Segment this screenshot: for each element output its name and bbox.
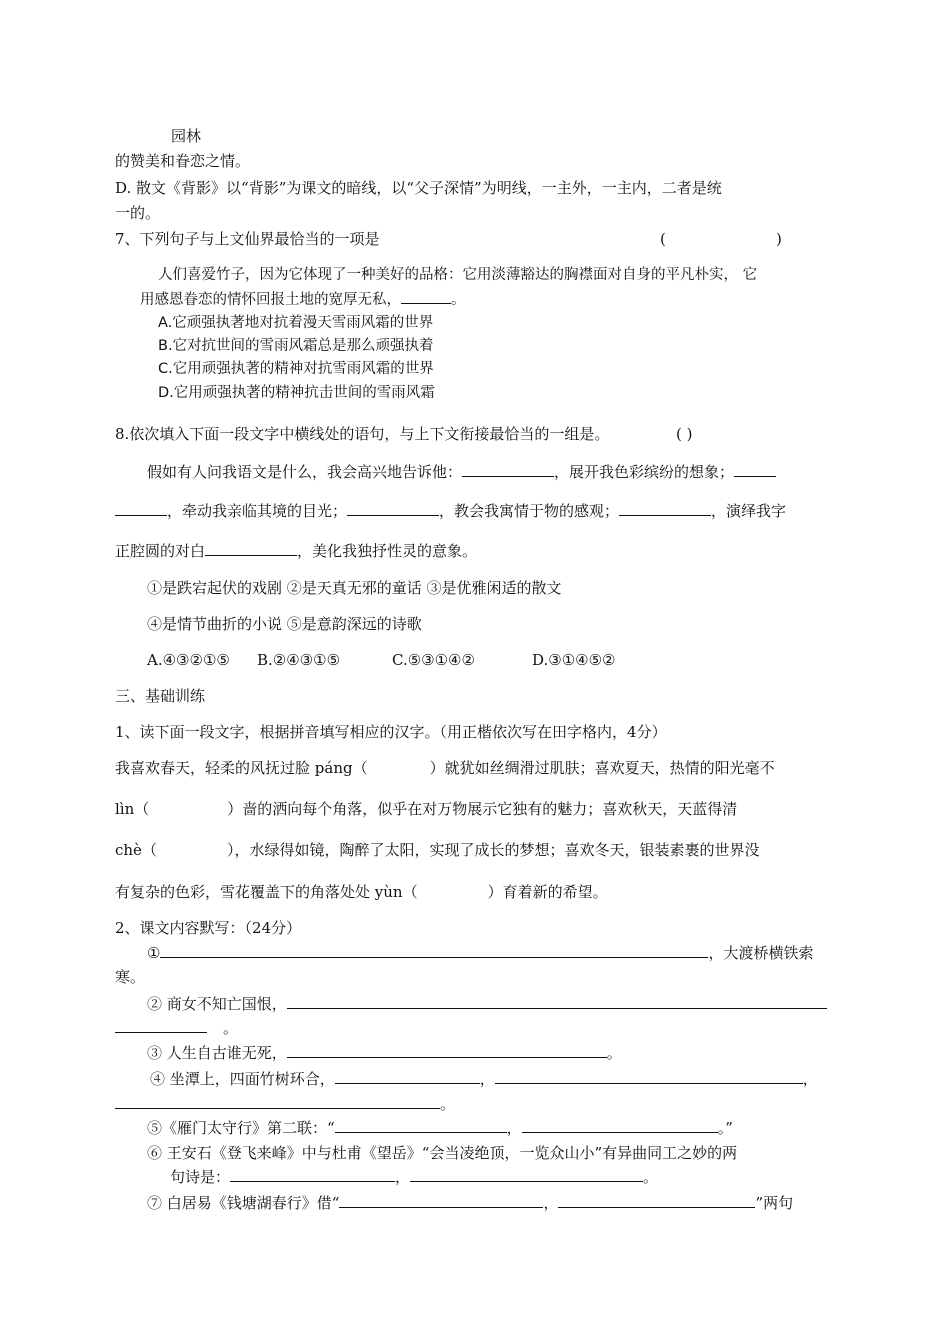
dictation-1 (147, 943, 813, 963)
q7-paren-close: ) (776, 230, 782, 248)
q8-para-line2 (115, 501, 786, 521)
q8-p1a: 假如有人问我语文是什么，我会高兴地告诉他： (147, 463, 463, 481)
dictation-4-cont (115, 1094, 455, 1114)
q8-items-line1: ①是跌宕起伏的戏剧 ②是天真无邪的童话 ③是优雅闲适的散文 (147, 579, 562, 597)
option-c-ending: 的赞美和眷恋之情。 (115, 152, 251, 170)
dictation-5 (147, 1118, 733, 1138)
q8-p1b: ，展开我色彩缤纷的想象； (554, 463, 735, 481)
s3-q1-line4 (115, 882, 608, 902)
q1-l1a: 我喜欢春天，轻柔的风抚过脸 páng（ (115, 759, 368, 777)
d5-blank-a[interactable] (335, 1118, 507, 1133)
q8-blank-5[interactable] (205, 541, 297, 556)
s3-q1-stem: 1、读下面一段文字，根据拼音填写相应的汉字。（用正楷依次写在田字格内，4分） (115, 723, 667, 741)
d3-head: ③ 人生自古谁无死， (147, 1044, 287, 1062)
q7-option-c: C.它用顽强执著的精神对抗雪雨风霜的世界 (158, 361, 434, 377)
q8-choice-c[interactable]: C.⑤③①④② (392, 651, 475, 669)
option-d-line2: 一的。 (115, 204, 161, 222)
option-d-line1: D. 散文《背影》以“背影”为课文的暗线，以“父子深情”为明线，一主外，一主内，二者是统 (115, 179, 722, 197)
q7-blank[interactable] (401, 289, 451, 304)
q8-items-line2: ④是情节曲折的小说 ⑤是意韵深远的诗歌 (147, 615, 422, 633)
q8-p2c: ，演绎我字 (711, 502, 787, 520)
d3-tail: 。 (606, 1044, 622, 1062)
q1-l4b: ）育着新的希望。 (487, 883, 608, 901)
d2-tail: 。 (223, 1019, 239, 1037)
fragment-text: 园林 (171, 127, 202, 145)
d4-head: ④ 坐潭上，四面竹树环合， (150, 1070, 335, 1088)
d6-blank-a[interactable] (230, 1167, 395, 1182)
dictation-7 (147, 1193, 793, 1213)
q8-p2b: ，教会我寓情于物的感观； (439, 502, 620, 520)
dictation-6: ⑥ 王安石《登飞来峰》中与杜甫《望岳》“会当凌绝顶，一览众山小”有异曲同工之妙的两 (147, 1144, 738, 1162)
q8-blank-2a[interactable] (734, 462, 776, 477)
q7-stem: 7、下列句子与上文仙界最恰当的一项是 (115, 230, 380, 248)
q8-paren: ( ) (676, 425, 693, 443)
dictation-2 (147, 994, 827, 1014)
q1-l3b: ），水绿得如镜，陶醉了太阳，实现了成长的梦想；喜欢冬天，银装素裹的世界没 (226, 841, 760, 859)
s3-q1-line1 (115, 758, 775, 778)
q7-passage-box (140, 253, 840, 413)
d4-sep2: ， (802, 1070, 818, 1088)
d4-tail: 。 (440, 1095, 456, 1113)
d7-sep: ， (543, 1194, 559, 1212)
d2-head: ② 商女不知亡国恨， (147, 995, 287, 1013)
q7-passage-line1: 人们喜爱竹子，因为它体现了一种美好的品格：它用淡薄豁达的胸襟面对自身的平凡朴实， 它 (158, 267, 758, 283)
q8-stem: 8.依次填入下面一段文字中横线处的语句，与上下文衔接最恰当的一组是。 (115, 425, 610, 443)
d7-blank-a[interactable] (339, 1193, 543, 1208)
q7-option-b: B.它对抗世间的雪雨风霜总是那么顽强执着 (158, 338, 434, 354)
q7-passage-line2 (140, 289, 466, 310)
q1-l1b: ）就犹如丝绸滑过肌肤；喜欢夏天，热情的阳光毫不 (429, 759, 775, 777)
q8-blank-3[interactable] (347, 501, 439, 516)
d5-blank-b[interactable] (522, 1118, 718, 1133)
q8-choice-a[interactable]: A.④③②①⑤ (147, 651, 230, 669)
q8-para-line3 (115, 541, 477, 561)
dictation-6-cont (170, 1167, 658, 1187)
q7-paren-open: ( (660, 230, 666, 248)
d4-blank-b[interactable] (495, 1069, 803, 1084)
s3-q1-line2 (115, 799, 737, 819)
d5-head: ⑤《雁门太守行》第二联：“ (147, 1119, 335, 1137)
q7-option-a: A.它顽强执著地对抗着漫天雪雨风霜的世界 (158, 315, 434, 331)
q8-choices (147, 650, 642, 670)
d4-blank-a[interactable] (335, 1069, 480, 1084)
s3-q1-line3 (115, 840, 759, 860)
q1-l4a: 有复杂的色彩，雪花覆盖下的角落处处 yùn（ (115, 883, 418, 901)
q1-l2a: lìn（ (115, 800, 150, 818)
d6-blank-b[interactable] (410, 1167, 643, 1182)
q8-para-line1 (147, 462, 776, 482)
dictation-2-cont (115, 1018, 238, 1038)
q7-option-d: D.它用顽强执著的精神抗击世间的雪雨风霜 (158, 385, 435, 401)
q1-l2b: ）啬的洒向每个角落，似乎在对万物展示它独有的魅力；喜欢秋天，天蓝得清 (227, 800, 738, 818)
d6-sep: ， (395, 1168, 411, 1186)
dictation-1-cont: 寒。 (115, 968, 146, 986)
q7-passage-line2-text: 用感恩眷恋的情怀回报土地的宽厚无私， (140, 292, 401, 308)
d2-blank-b[interactable] (115, 1018, 207, 1033)
q8-choice-d[interactable]: D.③①④⑤② (532, 651, 616, 669)
q8-blank-1[interactable] (462, 462, 554, 477)
d7-blank-b[interactable] (558, 1193, 755, 1208)
q8-blank-2b[interactable] (115, 501, 167, 516)
d5-sep: ， (506, 1119, 522, 1137)
d1-blank[interactable] (160, 943, 708, 958)
d1-num: ① (147, 944, 161, 962)
dictation-4 (150, 1069, 818, 1089)
d4-blank-c[interactable] (115, 1094, 440, 1109)
q1-l3a: chè（ (115, 841, 157, 859)
d7-head: ⑦ 白居易《钱塘湖春行》借“ (147, 1194, 340, 1212)
d6-tail: 。 (643, 1168, 659, 1186)
q8-choice-b[interactable]: B.②④③①⑤ (257, 651, 341, 669)
d5-tail: 。” (717, 1119, 733, 1137)
q8-p3b: ，美化我独抒性灵的意象。 (297, 542, 478, 560)
q8-p3a: 正腔圆的对白 (115, 542, 206, 560)
d1-tail: ，大渡桥横铁索 (708, 944, 814, 962)
d2-blank-a[interactable] (287, 994, 827, 1009)
q7-passage-line2-end: 。 (451, 292, 466, 308)
d6-head: 句诗是： (170, 1168, 231, 1186)
s3-q2-stem: 2、课文内容默写：（24分） (115, 919, 302, 937)
d3-blank[interactable] (287, 1043, 607, 1058)
d4-sep1: ， (479, 1070, 495, 1088)
d7-tail: ”两句 (755, 1194, 794, 1212)
q8-p2a: ，牵动我亲临其境的目光； (167, 502, 348, 520)
section3-title: 三、基础训练 (115, 687, 206, 705)
q8-blank-4[interactable] (619, 501, 711, 516)
dictation-3 (147, 1043, 622, 1063)
